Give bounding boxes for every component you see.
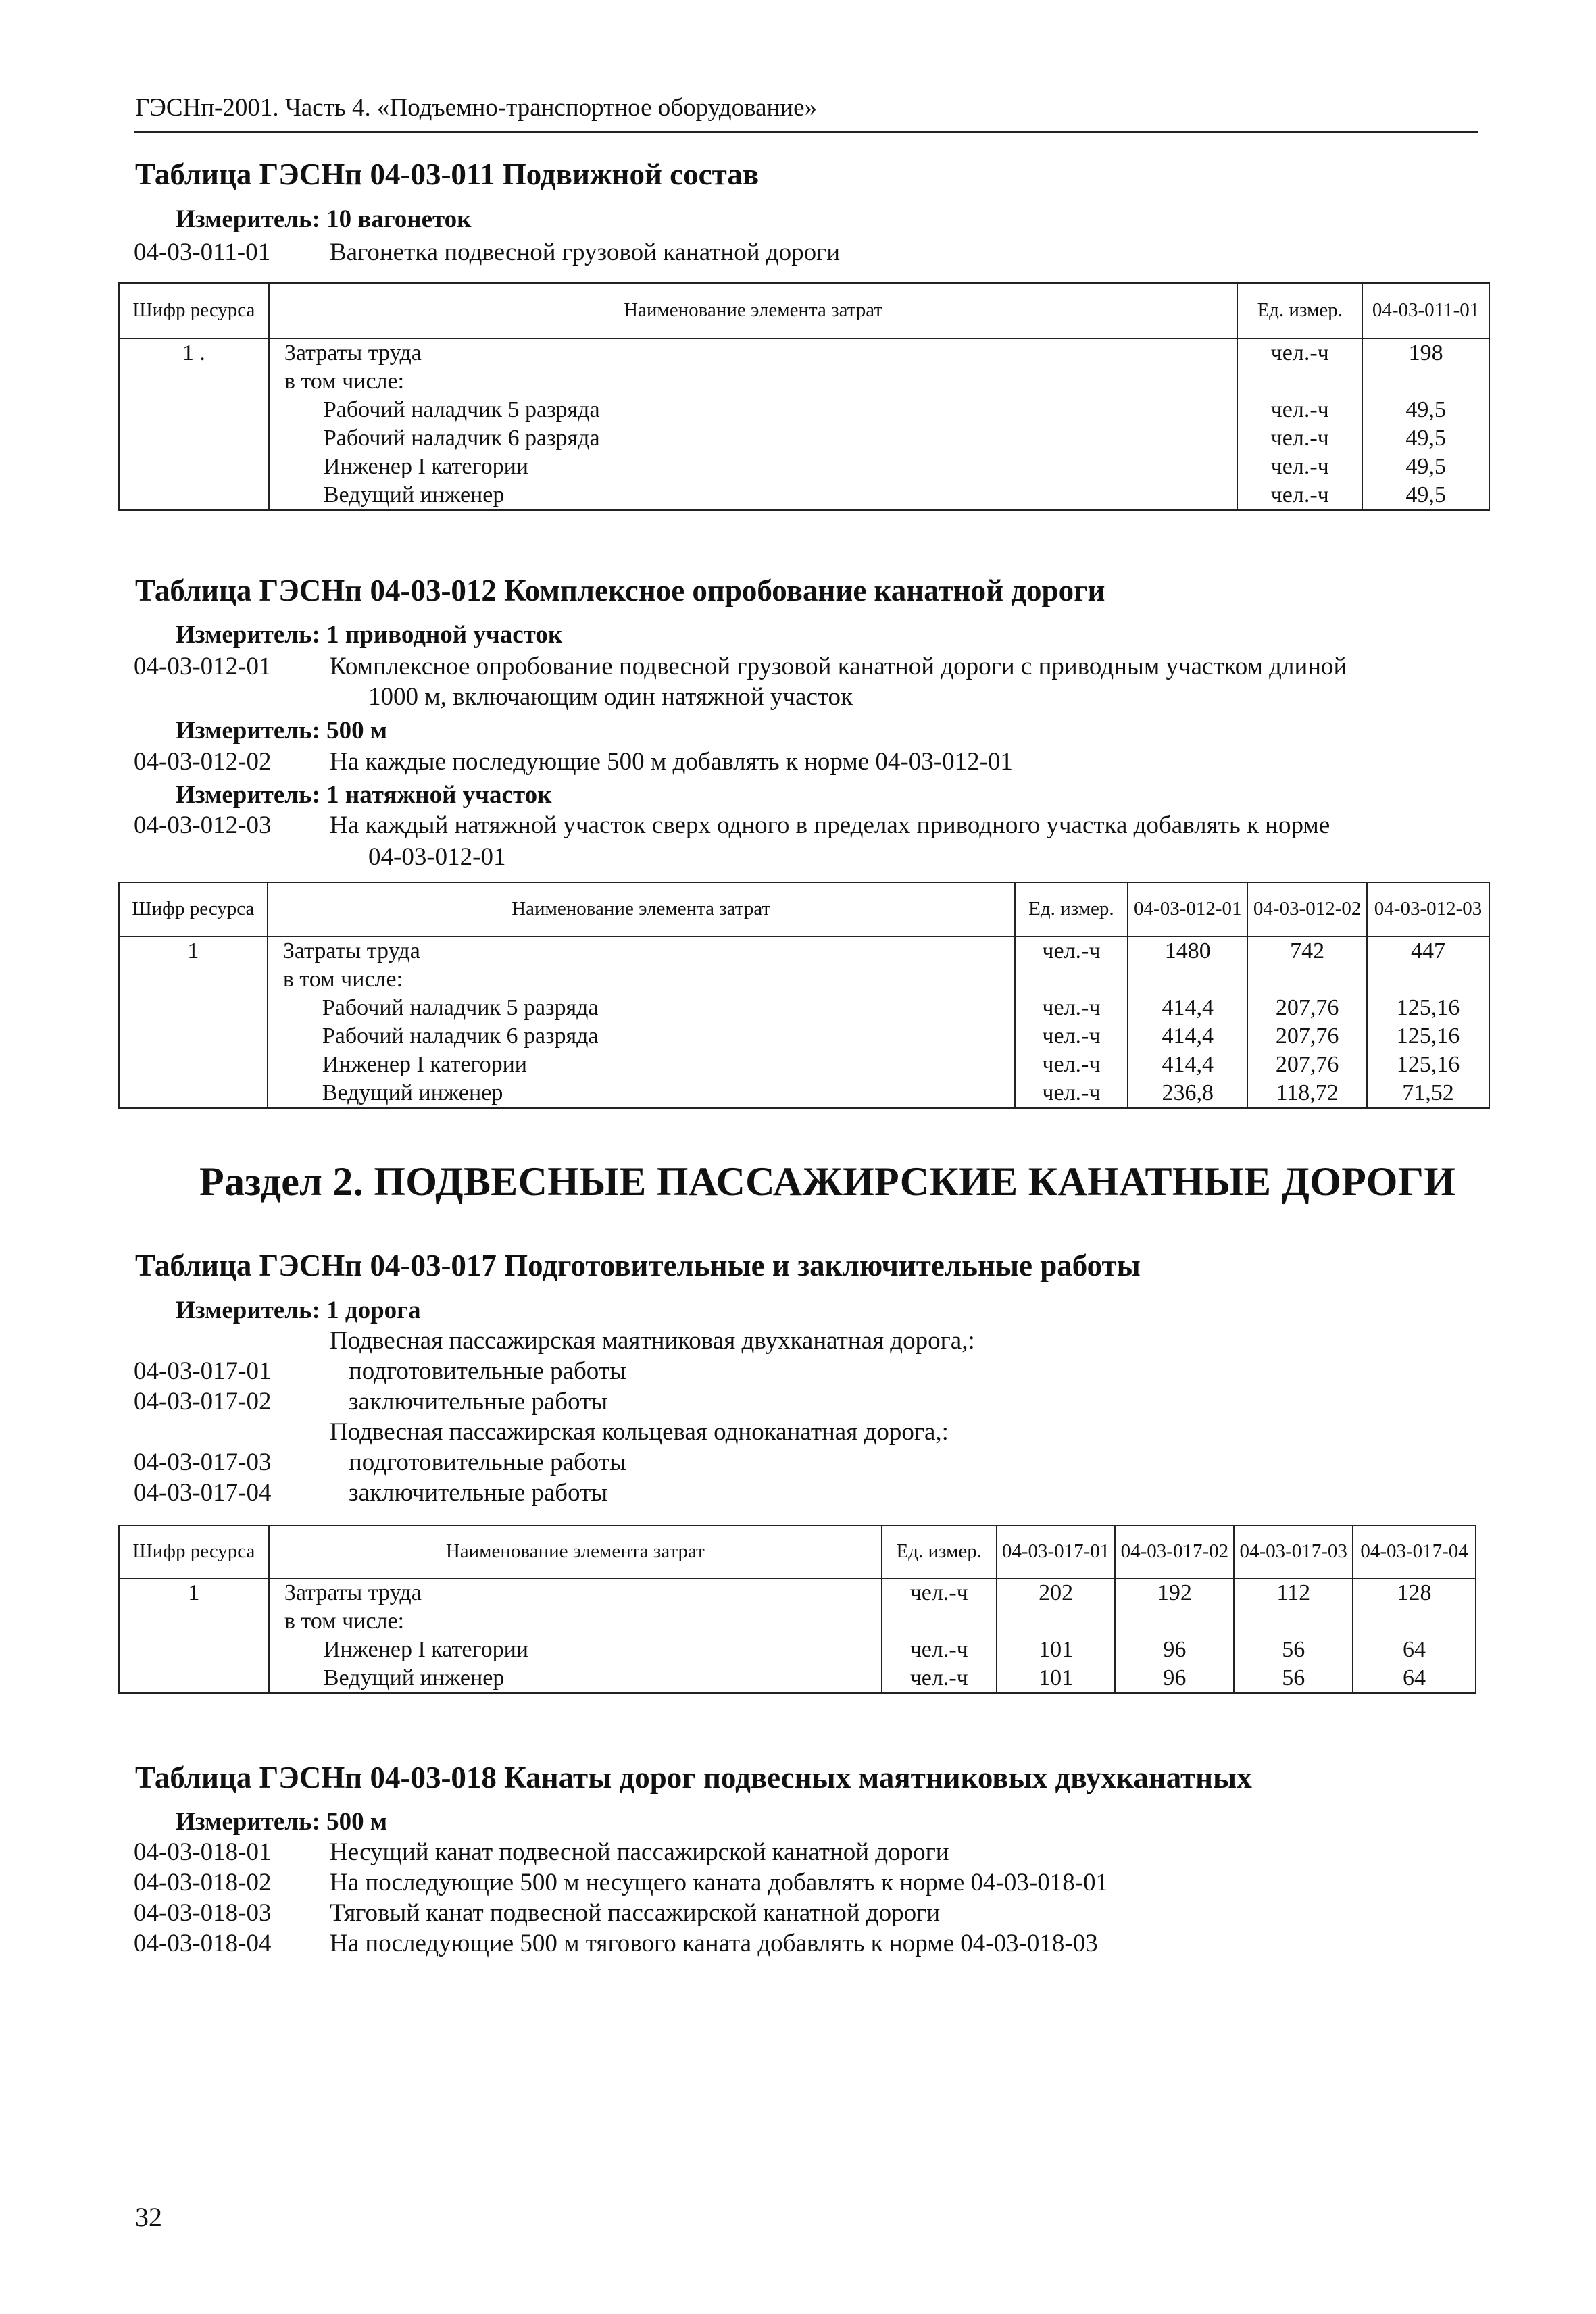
row-code: 1 [119,936,268,965]
row-code [119,368,269,396]
row-value [1367,965,1489,994]
col-header-name: Наименование элемента затрат [268,882,1015,936]
row-unit: чел.-ч [882,1578,997,1607]
row-unit: чел.-ч [1237,481,1362,510]
row-value: 56 [1234,1636,1353,1664]
row-name: в том числе: [269,368,1237,396]
norm-item [134,811,1330,840]
norm-item [134,1898,940,1928]
row-unit: чел.-ч [1237,453,1362,481]
row-value: 198 [1362,338,1489,368]
row-value [1247,965,1367,994]
table-row [119,453,1489,481]
row-name: Затраты труда [269,1578,882,1607]
norm-code: 04-03-017-01 [134,1357,272,1385]
norm-code: 04-03-018-01 [134,1838,272,1866]
row-unit: чел.-ч [1015,1079,1128,1108]
norm-item [134,1929,1098,1958]
col-header-norm: 04-03-012-02 [1247,882,1367,936]
row-value [1234,1607,1353,1636]
row-value: 71,52 [1367,1079,1489,1108]
measure-value: 10 вагонеток [326,205,472,233]
table-row [119,1636,1476,1664]
col-header-norm: 04-03-017-02 [1115,1526,1234,1578]
row-name: Рабочий наладчик 6 разряда [268,1022,1015,1051]
table-row [119,338,1489,368]
row-value: 49,5 [1362,481,1489,510]
norm-item [134,652,1347,681]
table-011-measure [176,205,472,234]
col-header-norm: 04-03-012-01 [1128,882,1247,936]
row-unit [1237,368,1362,396]
table-012-title: Таблица ГЭСНп 04-03-012 Комплексное опробование канатной дороги [135,574,1105,607]
row-code [119,1079,268,1108]
norm-code: 04-03-017-04 [134,1479,272,1507]
row-code: 1 [119,1578,269,1607]
row-code: 1 . [119,338,269,368]
row-code [119,1051,268,1079]
table-row [119,424,1489,453]
measure-label: Измеритель: [176,1808,320,1836]
col-header-norm: 04-03-012-03 [1367,882,1489,936]
row-code [119,424,269,453]
norm-description: Комплексное опробование подвесной грузовой канатной дороги с приводным участком длиной [330,653,1347,680]
row-value: 207,76 [1247,1022,1367,1051]
row-value: 96 [1115,1664,1234,1693]
norm-description: На каждый натяжной участок сверх одного в пределах приводного участка добавлять к норме [330,811,1330,839]
table-row [119,396,1489,424]
table-018-measure [176,1807,387,1836]
header-rule [134,131,1478,133]
running-title: ГЭСНп-2001. Часть 4. «Подъемно-транспортное оборудование» [135,94,818,122]
row-unit [882,1607,997,1636]
norm-code: 04-03-012-01 [134,653,272,680]
row-value: 49,5 [1362,396,1489,424]
norm-item [134,1868,1108,1897]
row-name: в том числе: [269,1607,882,1636]
row-name: в том числе: [268,965,1015,994]
page-number: 32 [135,2202,162,2232]
row-value: 125,16 [1367,1022,1489,1051]
row-name: Рабочий наладчик 5 разряда [269,396,1237,424]
table-012 [118,882,1490,1109]
row-value: 64 [1353,1636,1476,1664]
row-value [1353,1607,1476,1636]
row-value: 101 [997,1664,1116,1693]
norm-description: заключительные работы [349,1479,608,1507]
row-value: 742 [1247,936,1367,965]
row-value: 414,4 [1128,1022,1247,1051]
norm-item [134,1387,607,1416]
row-code [119,1022,268,1051]
measure-label: Измеритель: [176,1297,320,1324]
col-header-unit: Ед. измер. [1237,283,1362,338]
row-unit: чел.-ч [1015,1051,1128,1079]
norm-item [134,747,1013,776]
row-unit: чел.-ч [1237,338,1362,368]
table-row [119,1079,1489,1108]
measure-value: 500 м [326,1808,388,1836]
norm-description: подготовительные работы [349,1357,626,1385]
row-value [1362,368,1489,396]
norm-code: 04-03-017-02 [134,1388,272,1415]
row-value: 202 [997,1578,1116,1607]
measure-value: 1 натяжной участок [326,781,552,809]
col-header-norm: 04-03-017-04 [1353,1526,1476,1578]
row-value: 125,16 [1367,1051,1489,1079]
table-011 [118,282,1490,511]
row-value: 192 [1115,1578,1234,1607]
row-value: 1480 [1128,936,1247,965]
norm-code: 04-03-012-02 [134,748,272,776]
norm-code: 04-03-018-03 [134,1899,272,1927]
row-value: 414,4 [1128,994,1247,1022]
norm-description: подготовительные работы [349,1449,626,1476]
group-heading: Подвесная пассажирская кольцевая одноканатная дорога,: [330,1418,949,1446]
norm-description: На последующие 500 м несущего каната добавлять к норме 04-03-018-01 [330,1869,1109,1896]
table-012-measure-3 [176,780,551,809]
norm-description: Вагонетка подвесной грузовой канатной дороги [330,238,841,266]
norm-item [134,1478,607,1507]
row-value: 49,5 [1362,424,1489,453]
measure-label: Измеритель: [176,717,320,745]
col-header-unit: Ед. измер. [1015,882,1128,936]
table-012-measure-1 [176,620,562,649]
measure-label: Измеритель: [176,621,320,649]
table-012-measure-2 [176,716,387,745]
norm-code: 04-03-018-04 [134,1930,272,1957]
row-code [119,396,269,424]
row-unit: чел.-ч [1237,396,1362,424]
table-011-title: Таблица ГЭСНп 04-03-011 Подвижной состав [135,157,759,191]
table-row [119,936,1489,965]
row-unit: чел.-ч [1237,424,1362,453]
row-code [119,1664,269,1693]
row-value [1115,1607,1234,1636]
row-value: 49,5 [1362,453,1489,481]
col-header-norm: 04-03-011-01 [1362,283,1489,338]
norm-description: На последующие 500 м тягового каната добавлять к норме 04-03-018-03 [330,1930,1098,1957]
section-title: Раздел 2. ПОДВЕСНЫЕ ПАССАЖИРСКИЕ КАНАТНЫЕ ДОРОГИ [199,1159,1456,1204]
row-code [119,453,269,481]
row-name: Ведущий инженер [269,481,1237,510]
row-name: Рабочий наладчик 6 разряда [269,424,1237,453]
col-header-norm: 04-03-017-03 [1234,1526,1353,1578]
measure-label: Измеритель: [176,781,320,809]
row-value: 128 [1353,1578,1476,1607]
col-header-code: Шифр ресурса [119,882,268,936]
col-header-name: Наименование элемента затрат [269,1526,882,1578]
row-value: 118,72 [1247,1079,1367,1108]
row-unit: чел.-ч [1015,994,1128,1022]
table-017-measure [176,1296,421,1325]
norm-description: Тяговый канат подвесной пассажирской канатной дороги [330,1899,941,1927]
row-value: 447 [1367,936,1489,965]
row-name: Рабочий наладчик 5 разряда [268,994,1015,1022]
row-code [119,481,269,510]
measure-label: Измеритель: [176,205,320,233]
row-name: Ведущий инженер [268,1079,1015,1108]
norm-code: 04-03-012-03 [134,811,272,839]
norm-description-cont: 04-03-012-01 [368,843,506,871]
norm-code: 04-03-018-02 [134,1869,272,1896]
measure-value: 1 дорога [326,1297,421,1324]
col-header-code: Шифр ресурса [119,1526,269,1578]
row-value: 56 [1234,1664,1353,1693]
table-row [119,481,1489,510]
table-017-title: Таблица ГЭСНп 04-03-017 Подготовительные и заключительные работы [135,1249,1141,1282]
row-name: Инженер I категории [269,453,1237,481]
table-row [119,1664,1476,1693]
row-unit: чел.-ч [1015,936,1128,965]
table-row [119,1051,1489,1079]
table-row [119,994,1489,1022]
norm-description: На каждые последующие 500 м добавлять к норме 04-03-012-01 [330,748,1013,776]
norm-description: Несущий канат подвесной пассажирской канатной дороги [330,1838,949,1866]
table-row [119,1578,1476,1607]
row-code [119,1636,269,1664]
norm-item [134,1448,626,1477]
table-row [119,965,1489,994]
col-header-code: Шифр ресурса [119,283,269,338]
norm-item [134,238,840,267]
row-value [997,1607,1116,1636]
row-name: Инженер I категории [269,1636,882,1664]
table-018-title: Таблица ГЭСНп 04-03-018 Канаты дорог подвесных маятниковых двухканатных [135,1761,1252,1794]
row-code [119,1607,269,1636]
norm-item [134,1357,626,1386]
measure-value: 1 приводной участок [326,621,563,649]
norm-item [134,1838,949,1867]
row-value [1128,965,1247,994]
row-value: 64 [1353,1664,1476,1693]
row-unit [1015,965,1128,994]
table-row [119,368,1489,396]
norm-code: 04-03-011-01 [134,238,271,266]
norm-code: 04-03-017-03 [134,1449,272,1476]
row-code [119,994,268,1022]
row-value: 101 [997,1636,1116,1664]
row-value: 414,4 [1128,1051,1247,1079]
row-value: 112 [1234,1578,1353,1607]
row-value: 207,76 [1247,994,1367,1022]
row-value: 207,76 [1247,1051,1367,1079]
row-name: Ведущий инженер [269,1664,882,1693]
measure-value: 500 м [326,717,388,745]
col-header-unit: Ед. измер. [882,1526,997,1578]
row-unit: чел.-ч [1015,1022,1128,1051]
row-unit: чел.-ч [882,1664,997,1693]
group-heading: Подвесная пассажирская маятниковая двухканатная дорога,: [330,1327,975,1355]
col-header-norm: 04-03-017-01 [997,1526,1116,1578]
table-017 [118,1525,1476,1694]
row-name: Затраты труда [268,936,1015,965]
table-row [119,1607,1476,1636]
table-row [119,1022,1489,1051]
row-value: 236,8 [1128,1079,1247,1108]
row-value: 125,16 [1367,994,1489,1022]
row-unit: чел.-ч [882,1636,997,1664]
row-code [119,965,268,994]
row-name: Инженер I категории [268,1051,1015,1079]
row-value: 96 [1115,1636,1234,1664]
norm-description-cont: 1000 м, включающим один натяжной участок [368,683,853,711]
norm-description: заключительные работы [349,1388,608,1415]
col-header-name: Наименование элемента затрат [269,283,1237,338]
row-name: Затраты труда [269,338,1237,368]
